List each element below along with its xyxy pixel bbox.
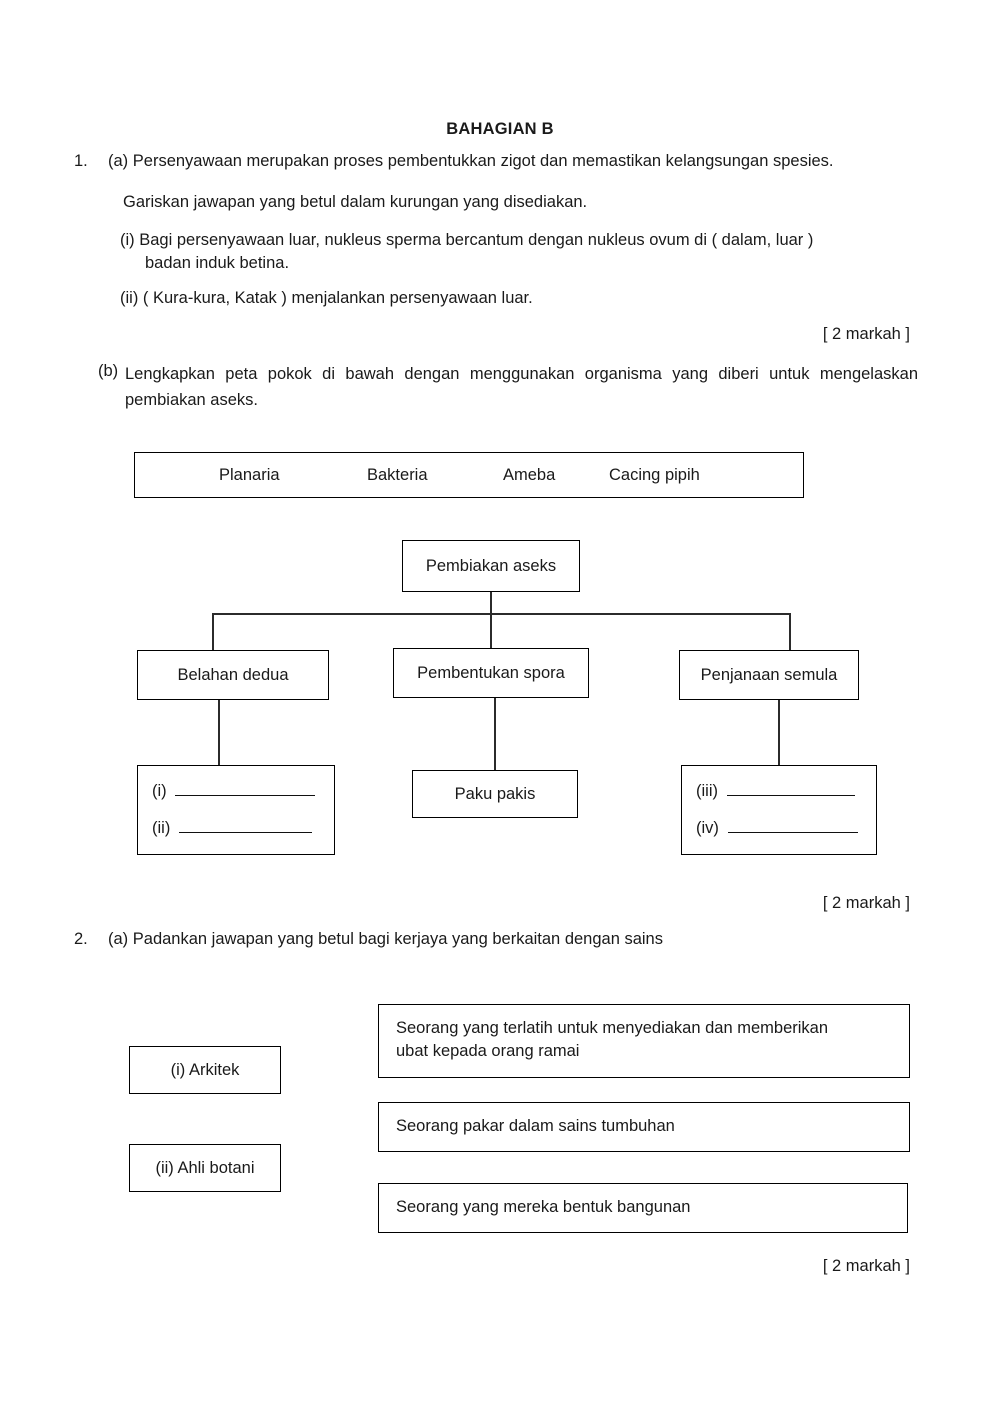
- description-0-line1: Seorang yang terlatih untuk menyediakan dan memberikan: [396, 1019, 829, 1037]
- question-1a-item-ii: [120, 289, 920, 308]
- marks-question-1b: [ 2 markah ]: [822, 894, 910, 912]
- connector-branch-right: [789, 613, 791, 651]
- answer-box-belahan-dedua: [137, 765, 335, 855]
- answer-blank-ii[interactable]: [179, 817, 312, 833]
- item-ii-label: (ii): [120, 289, 139, 307]
- marks-question-2a: [ 2 markah ]: [822, 1257, 910, 1275]
- item-i-text: Bagi persenyawaan luar, nukleus sperma bercantum dengan nukleus ovum di ( dalam, luar ): [139, 231, 814, 249]
- description-box-1[interactable]: [378, 1102, 910, 1152]
- question-2a-label: (a): [108, 930, 129, 948]
- answer-blank-iii[interactable]: [727, 780, 855, 796]
- section-heading: BAHAGIAN B: [446, 120, 554, 138]
- marks-question-1a: [ 2 markah ]: [822, 325, 910, 343]
- description-0-line2: ubat kepada orang ramai: [396, 1042, 580, 1061]
- answer-label-iii: (iii): [696, 781, 718, 800]
- career-box-ahli-botani[interactable]: (ii) Ahli botani: [129, 1144, 281, 1192]
- question-1-number: 1.: [74, 152, 88, 170]
- tree-node-root: Pembiakan aseks: [402, 540, 580, 592]
- description-box-0[interactable]: [378, 1004, 910, 1078]
- connector-branch-middle: [490, 613, 492, 649]
- word-bank-item-3: Cacing pipih: [609, 465, 700, 484]
- word-bank: [134, 452, 804, 498]
- tree-node-pembentukan-spora: Pembentukan spora: [393, 648, 589, 698]
- question-2a-text: Padankan jawapan yang betul bagi kerjaya yang berkaitan dengan sains: [132, 930, 663, 948]
- word-bank-item-0: Planaria: [219, 465, 280, 484]
- question-1a-instruction: Gariskan jawapan yang betul dalam kurungan yang disediakan.: [123, 193, 588, 211]
- tree-node-penjanaan-semula: Penjanaan semula: [679, 650, 859, 700]
- connector-branch-left: [212, 613, 214, 651]
- question-1a-item-i: [120, 231, 920, 250]
- item-i-label: (i): [120, 231, 135, 249]
- item-i-text-line2: badan induk betina.: [145, 254, 290, 272]
- connector-root-down: [490, 592, 492, 614]
- answer-row-iii: [696, 780, 876, 801]
- question-1a-label: (a): [108, 152, 129, 170]
- question-1b-text: Lengkapkan peta pokok di bawah dengan menggunakan organisma yang diberi untuk mengelaskan pembiakan aseks.: [125, 365, 918, 409]
- question-2a: [108, 930, 918, 949]
- answer-label-iv: (iv): [696, 818, 719, 837]
- question-1b-label: (b): [98, 362, 119, 380]
- word-bank-item-1: Bakteria: [367, 465, 428, 484]
- answer-blank-i[interactable]: [175, 780, 315, 796]
- connector-belahan-down: [218, 700, 220, 766]
- answer-row-ii: [152, 817, 334, 838]
- career-box-arkitek[interactable]: (i) Arkitek: [129, 1046, 281, 1094]
- tree-node-belahan-dedua: Belahan dedua: [137, 650, 329, 700]
- connector-horizontal-bus: [212, 613, 791, 615]
- item-ii-text: ( Kura-kura, Katak ) menjalankan persenyawaan luar.: [142, 289, 533, 307]
- answer-row-i: [152, 780, 334, 801]
- answer-blank-iv[interactable]: [728, 817, 858, 833]
- answer-row-iv: [696, 817, 876, 838]
- description-2-line1: Seorang yang mereka bentuk bangunan: [396, 1198, 691, 1216]
- word-bank-item-2: Ameba: [503, 465, 556, 484]
- tree-node-paku-pakis: Paku pakis: [412, 770, 578, 818]
- question-1a-text: Persenyawaan merupakan proses pembentukkan zigot dan memastikan kelangsungan spesies.: [132, 152, 834, 170]
- answer-label-i: (i): [152, 781, 167, 800]
- description-box-2[interactable]: [378, 1183, 908, 1233]
- question-2-number: 2.: [74, 930, 88, 948]
- answer-box-penjanaan-semula: [681, 765, 877, 855]
- answer-label-ii: (ii): [152, 818, 171, 837]
- word-bank-items: [135, 453, 803, 497]
- question-1a: [108, 152, 918, 171]
- connector-spora-down: [494, 698, 496, 771]
- connector-penjanaan-down: [778, 700, 780, 766]
- description-1-line1: Seorang pakar dalam sains tumbuhan: [396, 1117, 675, 1135]
